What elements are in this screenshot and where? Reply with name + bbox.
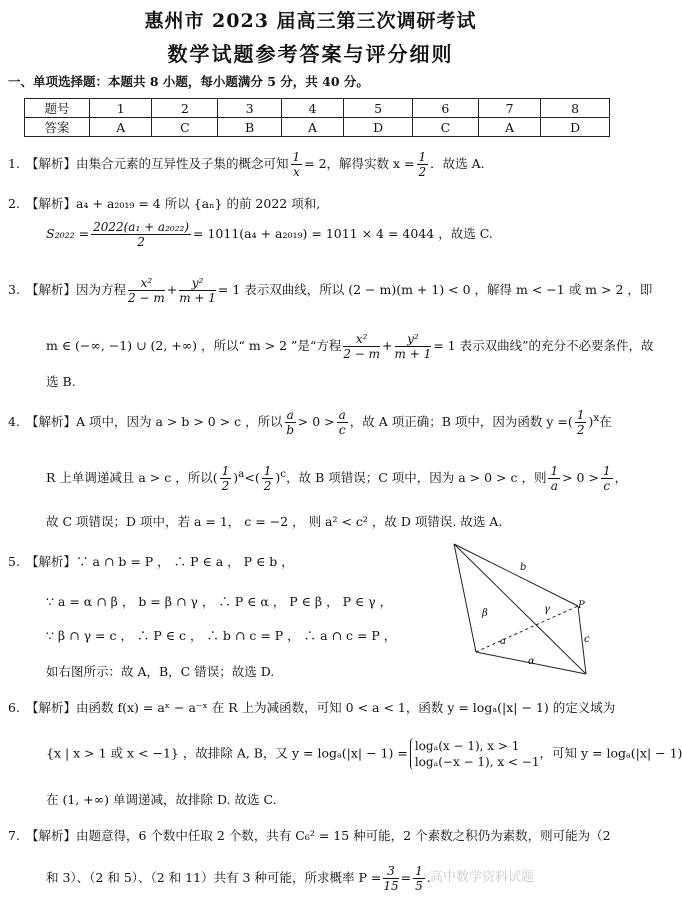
- fraction: $\frac{3}{15}$: [383, 864, 399, 893]
- fraction: $\frac{1}{a}$: [550, 464, 559, 493]
- table-cell: C: [152, 118, 218, 137]
- fraction: $\frac{\text{2022(a₁ + a₂₀₂₂)}}{2}$: [93, 220, 190, 249]
- solution-5-line3: [46, 628, 396, 644]
- table-header-cell: 答案: [25, 118, 90, 137]
- table-row: [25, 99, 610, 118]
- solution-6: [8, 700, 615, 716]
- table-cell: 7: [478, 99, 540, 118]
- solution-text: ，故 B 项错误；C 项中，因为 a > 0 > c ，则: [286, 470, 547, 485]
- solution-text: = 2，解得实数 x =: [304, 156, 415, 171]
- table-cell: D: [541, 118, 610, 137]
- table-cell: 3: [218, 99, 281, 118]
- solution-4-line3: [46, 514, 502, 530]
- fraction: $\frac{1}{5}$: [415, 864, 423, 893]
- solution-text: ∵ β ∩ γ = c ， ∴ P ∈ c ， ∴ b ∩ c = P ， ∴ a ∩ c = P ，: [46, 628, 397, 643]
- table-cell: A: [478, 118, 540, 137]
- solution-text: {x | x > 1 或 x < −1} ，故排除 A, B，又 y = logₐ(|x| − 1) =: [46, 745, 408, 761]
- solution-text: 故 C 项错误；D 项中，若 a = 1， c = −2 ， 则 a² < c² ，故 D 项错误. 故选 A.: [46, 514, 503, 529]
- label-a: a: [500, 636, 506, 647]
- solution-5-line2: [46, 594, 392, 610]
- table-cell: D: [344, 118, 413, 137]
- solution-6-line2: [46, 738, 682, 770]
- solution-text: 【解析】由集合元素的互异性及子集的概念可知: [26, 156, 289, 171]
- section-heading: 一、单项选择题：本题共 8 小题，每小题满分 5 分，共 40 分。: [8, 74, 369, 89]
- solution-text: 【解析】∵ a ∩ b = P ， ∴ P ∈ a ， P ∈ b ，: [26, 554, 294, 569]
- solution-text: 在 (1, +∞) 单调递减，故排除 D. 故选 C.: [46, 792, 277, 807]
- solution-1: [8, 150, 485, 179]
- piecewise-brace: logₐ(x − 1), x > 1 logₐ(−x − 1), x < −1: [410, 738, 540, 770]
- solution-6-line3: [46, 792, 277, 808]
- solution-7: [8, 828, 611, 844]
- fraction: $\frac{1}{2}$: [263, 464, 272, 493]
- solution-text: = 1 表示双曲线”的充分不必要条件，故: [433, 338, 654, 353]
- table-cell: 6: [412, 99, 478, 118]
- solution-2: [8, 196, 320, 212]
- table-cell: 1: [90, 99, 152, 118]
- item-number: 3.: [8, 282, 20, 297]
- fraction: $\frac{1}{2}$: [221, 464, 230, 493]
- item-number: 5.: [8, 554, 20, 569]
- fraction: $\frac{a}{b}$: [286, 408, 295, 437]
- solution-5: [8, 554, 294, 570]
- table-cell: 4: [281, 99, 343, 118]
- solution-4-line2: R 上单调递减且 a > c ，所以( $\frac{1}{2}$ )$^a$<( $\frac{1}{2}$ )$^c$，故 B 项错误；C 项中，因为 a > 0 > c ，则 $\frac{1}{a}$ > 0 > $\frac{1}{c}$ ，: [46, 464, 628, 493]
- label-gamma: γ: [544, 604, 550, 615]
- solution-text: 【解析】A 项中，因为 a > b > 0 > c ，所以: [26, 414, 283, 429]
- solution-text: R 上单调递减且 a > c ，所以: [46, 470, 213, 485]
- line-a: [476, 606, 578, 652]
- table-cell: 5: [344, 99, 413, 118]
- exam-title: 惠州市 2023 届高三第三次调研考试: [144, 10, 477, 32]
- solution-text: ∵ a = α ∩ β ， b = β ∩ γ ， ∴ P ∈ α ， P ∈ β ， P ∈ γ ，: [46, 594, 393, 609]
- solution-2-formula: S₂₀₂₂ = $\frac{\text{2022(a₁ + a₂₀₂₂)}}{2}$ = 1011(a₄ + a₂₀₁₉) = 1011 × 4 = 4044 ，故选 C.: [46, 220, 493, 249]
- fraction: $\frac{\text{x²}}{2 - m}$: [128, 276, 165, 305]
- fraction: $\frac{1}{x}$: [292, 150, 301, 179]
- fraction: $\frac{1}{2}$: [418, 150, 427, 179]
- watermark: 高中数学资料试题: [430, 870, 535, 885]
- geometry-figure: [448, 540, 608, 680]
- solution-text: 【解析】由函数 f(x) = aˣ − a⁻ˣ 在 R 上为减函数，可知 0 < a < 1，函数 y = logₐ(|x| − 1) 的定义域为: [26, 700, 616, 715]
- label-b: b: [520, 562, 527, 573]
- solution-5-line4: [46, 664, 274, 680]
- solution-text: ．故选 A.: [430, 156, 485, 171]
- fraction: $\frac{\text{y²}}{m + 1}$: [179, 276, 216, 305]
- table-cell: C: [412, 118, 478, 137]
- table-header-cell: 题号: [25, 99, 90, 118]
- item-number: 7.: [8, 828, 20, 843]
- solution-text: 选 B.: [46, 374, 76, 389]
- solution-text: 【解析】因为方程: [26, 282, 127, 297]
- solution-text: m ∈ (−∞, −1) ∪ (2, +∞) ，所以“ m > 2 ”是“方程: [46, 338, 342, 353]
- table-cell: A: [90, 118, 152, 137]
- item-number: 1.: [8, 156, 20, 171]
- table-cell: B: [218, 118, 281, 137]
- solution-text: 如右图所示：故 A，B，C 错误；故选 D.: [46, 664, 275, 679]
- solution-7-line2: 和 3）、（2 和 5）、（2 和 11）共有 3 种可能，所求概率 P = $\frac{3}{15}$ = $\frac{1}{5}$ .: [46, 864, 431, 893]
- label-beta: β: [482, 608, 488, 619]
- solution-text: 【解析】a₄ + a₂₀₁₉ = 4 所以 {aₙ} 的前 2022 项和,: [26, 196, 321, 211]
- table-cell: 2: [152, 99, 218, 118]
- solution-4: 4. 【解析】A 项中，因为 a > b > 0 > c ，所以 $\frac{a}{b}$ > 0 > $\frac{a}{c}$ ，故 A 项正确；B 项中，因为函数 y =( $\frac{1}{2}$ )$^x$在: [8, 408, 612, 437]
- edge-left: [454, 544, 476, 652]
- exam-subtitle: 数学试题参考答案与评分细则: [167, 42, 454, 66]
- table-cell: A: [281, 118, 343, 137]
- answer-table: [24, 98, 610, 137]
- label-p: P: [578, 600, 585, 611]
- fraction: $\frac{\text{y²}}{m + 1}$: [394, 332, 432, 361]
- solution-3: 3. 【解析】因为方程 $\frac{\text{x²}}{2 - m}$ + $\frac{\text{y²}}{m + 1}$ = 1 表示双曲线，所以 (2 − m)(m + 1) < 0 ，解得 m < −1 或 m > 2 ，即: [8, 276, 653, 305]
- item-number: 6.: [8, 700, 20, 715]
- solution-text: 和 3）、（2 和 5）、（2 和 11）共有 3 种可能，所求概率 P =: [46, 870, 382, 885]
- table-row: [25, 118, 610, 137]
- solution-3-line2: m ∈ (−∞, −1) ∪ (2, +∞) ，所以“ m > 2 ”是“方程 $\frac{\text{x²}}{2 - m}$ + $\frac{\text{y²}}{m + 1}$ = 1 表示双曲线”的充分不必要条件，故: [46, 332, 654, 361]
- solution-text: ，可知 y = logₐ(|x| − 1): [539, 745, 682, 761]
- fraction: $\frac{1}{2}$: [576, 408, 585, 437]
- line-b: [454, 544, 578, 606]
- fraction: $\frac{\text{x²}}{2 - m}$: [343, 332, 381, 361]
- fraction: $\frac{1}{c}$: [602, 464, 611, 493]
- solution-text: ，故 A 项正确；B 项中，因为函数 y =: [349, 414, 568, 429]
- label-c: c: [584, 634, 590, 645]
- item-number: 4.: [8, 414, 20, 429]
- solution-text: 【解析】由题意得，6 个数中任取 2 个数，共有 C₆² = 15 种可能，2 个素数之积仍为素数，则可能为（2: [26, 828, 611, 843]
- fraction: $\frac{a}{c}$: [338, 408, 346, 437]
- solution-3-line3: [46, 374, 76, 390]
- label-alpha: α: [528, 656, 535, 667]
- table-cell: 8: [541, 99, 610, 118]
- solution-text: = 1011(a₄ + a₂₀₁₉) = 1011 × 4 = 4044 ，故选 C.: [193, 226, 493, 241]
- solution-text: = 1 表示双曲线，所以 (2 − m)(m + 1) < 0 ，解得 m < −1 或 m > 2 ，即: [217, 282, 653, 297]
- item-number: 2.: [8, 196, 20, 211]
